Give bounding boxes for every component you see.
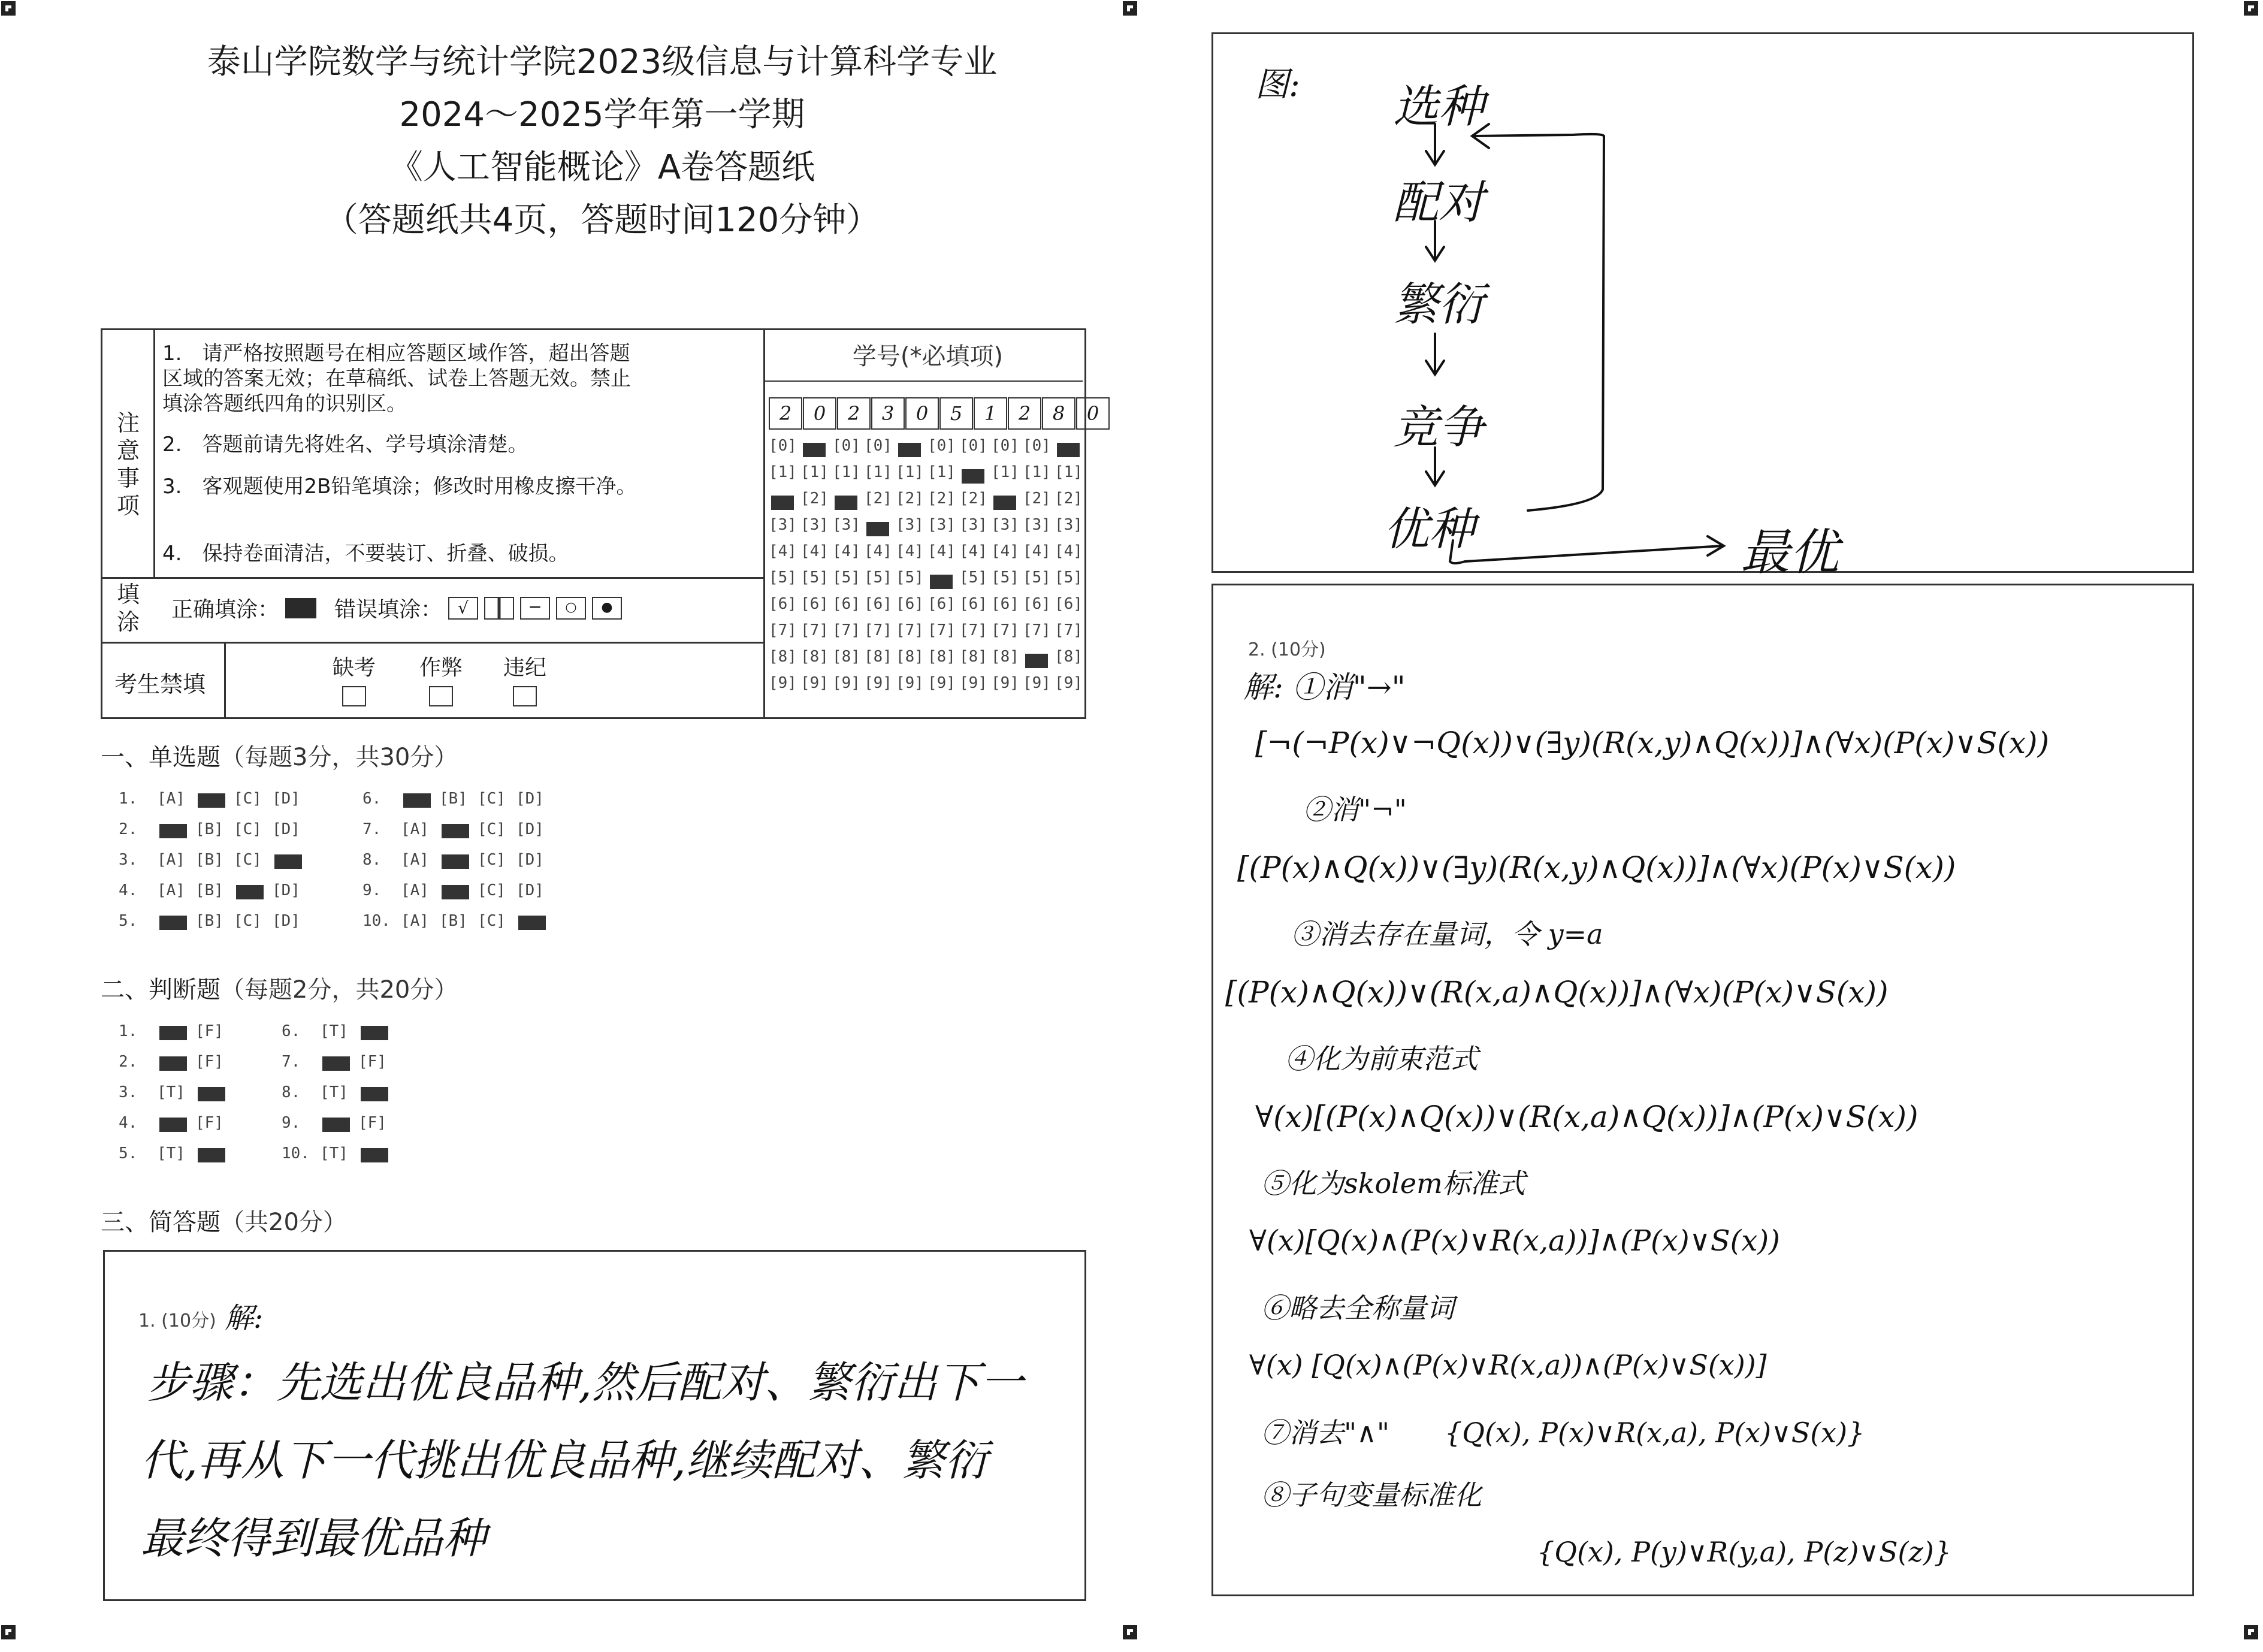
bubble[interactable]: [9] bbox=[864, 674, 892, 692]
bubble[interactable]: [4] bbox=[991, 542, 1019, 560]
question-number: 7. bbox=[362, 820, 382, 838]
section2-title: 二、判断题（每题2分，共20分） bbox=[101, 976, 458, 1004]
dash-icon: − bbox=[520, 597, 550, 620]
option-bubble[interactable]: [A] bbox=[157, 790, 185, 808]
q2-answer-line: 解: ①消"→" bbox=[1243, 670, 1406, 705]
option-bubble[interactable]: [T] bbox=[320, 1144, 348, 1162]
q2-answer-line: ⑤化为skolem标准式 bbox=[1261, 1167, 1525, 1200]
option-bubble[interactable]: [A] bbox=[401, 912, 429, 930]
option-bubble-filled[interactable] bbox=[320, 1053, 358, 1071]
bubble[interactable]: [8] bbox=[769, 648, 797, 666]
option-bubble[interactable]: [C] bbox=[234, 912, 262, 930]
option-bubble[interactable]: [B] bbox=[195, 820, 223, 838]
bubble[interactable]: [3] bbox=[769, 516, 797, 534]
question-number: 4. bbox=[119, 881, 138, 899]
diagram-label: 图: bbox=[1255, 65, 1300, 104]
bubble[interactable]: [3] bbox=[800, 516, 829, 534]
bubble-row bbox=[769, 490, 1086, 516]
bubble[interactable]: [2] bbox=[896, 490, 924, 508]
bubble[interactable]: [0] bbox=[927, 437, 956, 455]
answer-row bbox=[362, 881, 554, 899]
student-id-digit-box[interactable]: 0 bbox=[905, 397, 939, 430]
option-bubble[interactable]: [A] bbox=[157, 881, 185, 899]
option-bubble[interactable]: [D] bbox=[516, 851, 544, 869]
option-bubble-filled[interactable] bbox=[157, 912, 195, 930]
bubble[interactable]: [8] bbox=[1055, 648, 1083, 666]
bubble[interactable]: [7] bbox=[991, 621, 1019, 639]
section1-note: （每题3分，共30分） bbox=[220, 744, 458, 771]
bubble[interactable]: [2] bbox=[800, 490, 829, 508]
bubble-row bbox=[769, 463, 1086, 490]
absent-checkbox[interactable] bbox=[342, 686, 366, 706]
bubble[interactable]: [2] bbox=[927, 490, 956, 508]
option-bubble[interactable]: [C] bbox=[478, 790, 506, 808]
bubble[interactable]: [7] bbox=[1055, 621, 1083, 639]
answer-row bbox=[119, 1022, 234, 1040]
student-id-digits bbox=[769, 397, 1110, 430]
option-bubble[interactable]: [B] bbox=[195, 851, 223, 869]
answer-row bbox=[282, 1053, 397, 1071]
option-bubble-filled[interactable] bbox=[439, 851, 478, 869]
bubble[interactable]: [9] bbox=[800, 674, 829, 692]
student-id-digit-box[interactable]: 5 bbox=[939, 397, 973, 430]
bubble[interactable]: [8] bbox=[991, 648, 1019, 666]
bubble-row bbox=[769, 569, 1086, 595]
student-id-digit-box[interactable]: 2 bbox=[769, 397, 802, 430]
bubble[interactable]: [6] bbox=[1055, 595, 1083, 613]
option-bubble[interactable]: [D] bbox=[516, 820, 544, 838]
bubble[interactable]: [9] bbox=[896, 674, 924, 692]
option-bubble-filled[interactable] bbox=[358, 1022, 397, 1040]
bubble[interactable]: [8] bbox=[896, 648, 924, 666]
bubble[interactable]: [4] bbox=[864, 542, 892, 560]
forbidden-option-violation: 违纪 bbox=[492, 651, 558, 706]
question-number: 8. bbox=[362, 851, 382, 869]
option-bubble[interactable]: [T] bbox=[320, 1083, 348, 1101]
student-id-digit-box[interactable]: 1 bbox=[974, 397, 1007, 430]
answer-row bbox=[282, 1022, 397, 1040]
bubble[interactable]: [8] bbox=[959, 648, 987, 666]
flow-node-select: 选种 bbox=[1393, 80, 1484, 133]
bubble-row bbox=[769, 648, 1086, 674]
option-bubble-filled[interactable] bbox=[234, 881, 272, 899]
bubble[interactable]: [5] bbox=[1023, 569, 1051, 587]
q2-answer-line: ⑥略去全称量词 bbox=[1261, 1292, 1454, 1324]
student-id-digit-box[interactable]: 2 bbox=[1008, 397, 1041, 430]
section3-title: 三、简答题（共20分） bbox=[101, 1209, 347, 1236]
bubble-filled[interactable] bbox=[800, 437, 832, 463]
registration-mark bbox=[2244, 1625, 2258, 1639]
bubble[interactable]: [8] bbox=[864, 648, 892, 666]
bubble-filled[interactable] bbox=[769, 490, 800, 516]
option-bubble[interactable]: [C] bbox=[478, 881, 506, 899]
bubble[interactable]: [4] bbox=[1055, 542, 1083, 560]
option-bubble-filled[interactable] bbox=[157, 1114, 195, 1132]
option-bubble[interactable]: [C] bbox=[478, 912, 506, 930]
bubble-filled[interactable] bbox=[864, 516, 896, 542]
flow-arrows bbox=[1213, 34, 2196, 575]
question-number: 7. bbox=[282, 1053, 301, 1071]
bubble[interactable]: [6] bbox=[832, 595, 860, 613]
option-bubble-filled[interactable] bbox=[195, 1144, 234, 1162]
q2-answer-line: [(P(x)∧Q(x))∨(R(x,a)∧Q(x))]∧(∀x)(P(x)∨S(x)) bbox=[1225, 975, 1889, 1010]
bubble[interactable]: [8] bbox=[800, 648, 829, 666]
question-number: 10. bbox=[282, 1144, 310, 1162]
answer-row bbox=[119, 1053, 234, 1071]
bubble[interactable]: [7] bbox=[927, 621, 956, 639]
option-bubble-filled[interactable] bbox=[157, 820, 195, 838]
bubble[interactable]: [4] bbox=[800, 542, 829, 560]
answer-row bbox=[282, 1114, 397, 1132]
bubble[interactable]: [9] bbox=[991, 674, 1019, 692]
option-bubble[interactable]: [C] bbox=[234, 851, 262, 869]
bubble[interactable]: [4] bbox=[769, 542, 797, 560]
bubble[interactable]: [1] bbox=[832, 463, 860, 481]
question-number: 1. bbox=[119, 1022, 138, 1040]
option-bubble-filled[interactable] bbox=[195, 790, 234, 808]
circle-icon: ○ bbox=[556, 597, 586, 620]
option-bubble-filled[interactable] bbox=[195, 1083, 234, 1101]
q2-answer-line: ∀(x)[(P(x)∧Q(x))∨(R(x,a)∧Q(x))]∧(P(x)∨S(x)) bbox=[1255, 1100, 1918, 1134]
bubble-row bbox=[769, 595, 1086, 621]
bubble[interactable]: [7] bbox=[896, 621, 924, 639]
option-bubble[interactable]: [B] bbox=[195, 881, 223, 899]
option-bubble-filled[interactable] bbox=[439, 820, 478, 838]
fill-examples bbox=[171, 593, 622, 623]
q1-solution-start: 解: bbox=[225, 1301, 264, 1335]
option-bubble[interactable]: [B] bbox=[439, 790, 467, 808]
bubble[interactable]: [4] bbox=[832, 542, 860, 560]
option-bubble[interactable]: [D] bbox=[272, 820, 300, 838]
question-number: 2. bbox=[119, 820, 138, 838]
q2-answer-line: ∀(x)[Q(x)∧(P(x)∨R(x,a))]∧(P(x)∨S(x)) bbox=[1249, 1224, 1780, 1258]
registration-mark bbox=[1123, 1625, 1137, 1639]
bubble[interactable]: [9] bbox=[1023, 674, 1051, 692]
info-table bbox=[101, 328, 1099, 719]
bubble[interactable]: [1] bbox=[800, 463, 829, 481]
option-bubble[interactable]: [F] bbox=[358, 1053, 386, 1071]
bubble-filled[interactable] bbox=[991, 490, 1023, 516]
option-bubble[interactable]: [A] bbox=[157, 851, 185, 869]
partial-fill-icon bbox=[484, 597, 514, 620]
fill-wrong-label: 错误填涂： bbox=[334, 597, 443, 622]
bubble[interactable]: [9] bbox=[1055, 674, 1083, 692]
student-id-digit-box[interactable]: 0 bbox=[1076, 397, 1110, 430]
answer-row bbox=[282, 1144, 397, 1162]
bubble[interactable]: [7] bbox=[832, 621, 860, 639]
bubble[interactable]: [6] bbox=[769, 595, 797, 613]
bubble[interactable]: [6] bbox=[1023, 595, 1051, 613]
violation-checkbox[interactable] bbox=[513, 686, 537, 706]
bubble[interactable]: [7] bbox=[800, 621, 829, 639]
bubble[interactable]: [9] bbox=[959, 674, 987, 692]
question-number: 4. bbox=[119, 1114, 138, 1132]
question-number: 5. bbox=[119, 1144, 138, 1162]
notice-item-3: 3. 客观题使用2B铅笔填涂；修改时用橡皮擦干净。 bbox=[162, 475, 637, 499]
option-bubble-filled[interactable] bbox=[157, 1022, 195, 1040]
bubble[interactable]: [3] bbox=[832, 516, 860, 534]
question-number: 6. bbox=[282, 1022, 301, 1040]
cheat-checkbox[interactable] bbox=[429, 686, 453, 706]
bubble[interactable]: [3] bbox=[991, 516, 1019, 534]
dot-icon: ● bbox=[592, 597, 622, 620]
bubble-filled[interactable] bbox=[832, 490, 864, 516]
student-id-bubble-grid bbox=[769, 437, 1086, 700]
bubble[interactable]: [2] bbox=[864, 490, 892, 508]
option-bubble[interactable]: [D] bbox=[272, 881, 300, 899]
notice-item-2: 2. 答题前请先将姓名、学号填涂清楚。 bbox=[162, 433, 528, 457]
bubble[interactable]: [3] bbox=[959, 516, 987, 534]
bubble[interactable]: [5] bbox=[769, 569, 797, 587]
option-bubble[interactable]: [C] bbox=[478, 820, 506, 838]
flow-node-best-breed: 优种 bbox=[1383, 502, 1475, 555]
bubble[interactable]: [6] bbox=[959, 595, 987, 613]
q1-answer-line-2: 代,再从下一代挑出优良品种,继续配对、繁衍 bbox=[141, 1435, 988, 1485]
bubble[interactable]: [0] bbox=[991, 437, 1019, 455]
q1-answer-line-1: 步骤：先选出优良品种,然后配对、繁衍出下一 bbox=[147, 1357, 1023, 1408]
option-bubble-filled[interactable] bbox=[272, 851, 310, 869]
option-bubble[interactable]: [A] bbox=[401, 881, 429, 899]
q2-label: 2. (10分) bbox=[1248, 639, 1326, 660]
question-number: 1. bbox=[119, 790, 138, 808]
option-bubble[interactable]: [D] bbox=[272, 790, 300, 808]
bubble[interactable]: [1] bbox=[1055, 463, 1083, 481]
student-id-title: 学号(*必填项) bbox=[852, 343, 1004, 370]
q2-answer-line: ②消"¬" bbox=[1303, 793, 1407, 826]
bubble-filled[interactable] bbox=[1055, 437, 1086, 463]
answer-row bbox=[362, 851, 554, 869]
q2-answer-line: ④化为前束范式 bbox=[1285, 1043, 1478, 1075]
option-bubble[interactable]: [A] bbox=[401, 851, 429, 869]
question-number: 8. bbox=[282, 1083, 301, 1101]
question-number: 5. bbox=[119, 912, 138, 930]
q1-answer-line-3: 最终得到最优品种 bbox=[141, 1513, 487, 1563]
bubble[interactable]: [5] bbox=[991, 569, 1019, 587]
q2-answer-line: ⑦消去"∧" {Q(x), P(x)∨R(x,a), P(x)∨S(x)} bbox=[1261, 1417, 1865, 1449]
bubble-row bbox=[769, 542, 1086, 569]
check-mark-icon: √ bbox=[448, 597, 478, 620]
bubble[interactable]: [2] bbox=[959, 490, 987, 508]
answer-row bbox=[119, 1083, 234, 1101]
question-number: 6. bbox=[362, 790, 382, 808]
q2-answer-line: ③消去存在量词，令 y=a bbox=[1291, 918, 1603, 950]
notice-item-4: 4. 保持卷面清洁，不要装订、折叠、破损。 bbox=[162, 542, 569, 566]
student-id-digit-box[interactable]: 8 bbox=[1042, 397, 1075, 430]
q2-answer-line: ∀(x) [Q(x)∧(P(x)∨R(x,a))∧(P(x)∨S(x))] bbox=[1249, 1349, 1767, 1381]
bubble[interactable]: [1] bbox=[769, 463, 797, 481]
section2-note: （每题2分，共20分） bbox=[220, 976, 458, 1004]
bubble[interactable]: [3] bbox=[896, 516, 924, 534]
bubble[interactable]: [1] bbox=[864, 463, 892, 481]
bubble[interactable]: [8] bbox=[927, 648, 956, 666]
option-bubble-filled[interactable] bbox=[401, 790, 439, 808]
bubble[interactable]: [5] bbox=[1055, 569, 1083, 587]
header-line-school: 泰山学院数学与统计学院2023级信息与计算科学专业 bbox=[207, 43, 998, 81]
wrong-fill-samples bbox=[448, 597, 622, 620]
answer-row bbox=[362, 912, 554, 930]
flow-node-compete: 竞争 bbox=[1393, 400, 1484, 454]
bubble[interactable]: [5] bbox=[800, 569, 829, 587]
bubble[interactable]: [7] bbox=[769, 621, 797, 639]
option-bubble[interactable]: [T] bbox=[320, 1022, 348, 1040]
forbidden-options bbox=[318, 651, 558, 706]
answer-row bbox=[119, 881, 310, 899]
question-number: 3. bbox=[119, 851, 138, 869]
bubble[interactable]: [9] bbox=[769, 674, 797, 692]
answer-row bbox=[119, 851, 310, 869]
bubble[interactable]: [1] bbox=[927, 463, 956, 481]
bubble[interactable]: [6] bbox=[991, 595, 1019, 613]
q1-answer-box bbox=[103, 1250, 1086, 1601]
bubble[interactable]: [0] bbox=[1023, 437, 1051, 455]
bubble[interactable]: [3] bbox=[1055, 516, 1083, 534]
registration-mark bbox=[2244, 1, 2258, 16]
answer-row bbox=[119, 1144, 234, 1162]
flow-result: 最优 bbox=[1741, 524, 1839, 581]
fill-correct-label: 正确填涂： bbox=[171, 597, 280, 622]
q2-answer-line: ⑧子句变量标准化 bbox=[1261, 1479, 1482, 1511]
bubble[interactable]: [4] bbox=[927, 542, 956, 560]
bubble[interactable]: [2] bbox=[1055, 490, 1083, 508]
header-line-course: 《人工智能概论》A卷答题纸 bbox=[389, 148, 815, 187]
q2-answer-line: [¬(¬P(x)∨¬Q(x))∨(∃y)(R(x,y)∧Q(x))]∧(∀x)(P(x)∨S(x)) bbox=[1255, 726, 2050, 760]
forbidden-option-absent: 缺考 bbox=[318, 651, 390, 706]
option-bubble-filled[interactable] bbox=[157, 1053, 195, 1071]
correct-fill-sample bbox=[285, 598, 316, 618]
bubble-filled[interactable] bbox=[1023, 648, 1055, 674]
bubble[interactable]: [6] bbox=[864, 595, 892, 613]
answer-row bbox=[119, 820, 310, 838]
bubble[interactable]: [0] bbox=[864, 437, 892, 455]
forbidden-option-cheat: 作弊 bbox=[414, 651, 468, 706]
bubble[interactable]: [7] bbox=[1023, 621, 1051, 639]
answer-row bbox=[362, 790, 554, 808]
bubble-filled[interactable] bbox=[959, 463, 991, 490]
q2-answer-box bbox=[1211, 584, 2194, 1596]
student-id-digit-box[interactable]: 0 bbox=[803, 397, 836, 430]
option-bubble-filled[interactable] bbox=[358, 1144, 397, 1162]
bubble[interactable]: [0] bbox=[832, 437, 860, 455]
bubble[interactable]: [4] bbox=[959, 542, 987, 560]
option-bubble-filled[interactable] bbox=[439, 881, 478, 899]
notice-item-1: 1. 请严格按照题号在相应答题区域作答，超出答题区域的答案无效；在草稿纸、试卷上答题无效。禁止填涂答题纸四角的识别区。 bbox=[162, 342, 631, 416]
option-bubble[interactable]: [B] bbox=[195, 912, 223, 930]
answer-row bbox=[282, 1083, 397, 1101]
option-bubble[interactable]: [C] bbox=[234, 820, 262, 838]
option-bubble[interactable]: [T] bbox=[157, 1083, 185, 1101]
option-bubble[interactable]: [B] bbox=[439, 912, 467, 930]
option-bubble[interactable]: [A] bbox=[401, 820, 429, 838]
bubble-row bbox=[769, 516, 1086, 542]
bubble[interactable]: [5] bbox=[832, 569, 860, 587]
sheet-header bbox=[102, 36, 1102, 247]
option-bubble[interactable]: [F] bbox=[195, 1022, 223, 1040]
registration-mark bbox=[1123, 1, 1137, 16]
bubble[interactable]: [2] bbox=[1023, 490, 1051, 508]
q2-answer-line: {Q(x), P(y)∨R(y,a), P(z)∨S(z)} bbox=[1537, 1536, 1951, 1568]
fill-label: 填涂 bbox=[116, 581, 140, 635]
option-bubble-filled[interactable] bbox=[358, 1083, 397, 1101]
bubble[interactable]: [0] bbox=[959, 437, 987, 455]
diagram-box bbox=[1211, 32, 2194, 581]
flow-node-reproduce: 繁衍 bbox=[1393, 277, 1484, 331]
question-number: 2. bbox=[119, 1053, 138, 1071]
bubble[interactable]: [1] bbox=[1023, 463, 1051, 481]
option-bubble[interactable]: [F] bbox=[195, 1053, 223, 1071]
forbidden-label: 考生禁填 bbox=[114, 671, 206, 697]
answer-row bbox=[362, 820, 554, 838]
header-line-note: （答题纸共4页，答题时间120分钟） bbox=[324, 201, 880, 240]
answer-row bbox=[119, 912, 310, 930]
bubble[interactable]: [1] bbox=[896, 463, 924, 481]
answer-row bbox=[119, 1114, 234, 1132]
header-line-term: 2024～2025学年第一学期 bbox=[399, 95, 805, 134]
bubble[interactable]: [5] bbox=[864, 569, 892, 587]
registration-mark bbox=[1, 1, 16, 16]
option-bubble[interactable]: [F] bbox=[358, 1114, 386, 1132]
question-number: 9. bbox=[362, 881, 382, 899]
bubble[interactable]: [6] bbox=[927, 595, 956, 613]
bubble[interactable]: [5] bbox=[959, 569, 987, 587]
option-bubble[interactable]: [D] bbox=[516, 881, 544, 899]
option-bubble[interactable]: [F] bbox=[195, 1114, 223, 1132]
bubble-filled[interactable] bbox=[927, 569, 959, 595]
option-bubble[interactable]: [T] bbox=[157, 1144, 185, 1162]
bubble-row bbox=[769, 674, 1086, 700]
bubble[interactable]: [7] bbox=[959, 621, 987, 639]
q2-answer-line: [(P(x)∧Q(x))∨(∃y)(R(x,y)∧Q(x))]∧(∀x)(P(x)∨S(x)) bbox=[1237, 850, 1956, 885]
option-bubble[interactable]: [D] bbox=[516, 790, 544, 808]
registration-mark bbox=[1, 1625, 16, 1639]
bubble[interactable]: [7] bbox=[864, 621, 892, 639]
option-bubble-filled[interactable] bbox=[516, 912, 554, 930]
bubble[interactable]: [9] bbox=[927, 674, 956, 692]
student-id-digit-box[interactable]: 3 bbox=[871, 397, 905, 430]
bubble[interactable]: [5] bbox=[896, 569, 924, 587]
student-id-digit-box[interactable]: 2 bbox=[837, 397, 871, 430]
section1-title: 一、单选题（每题3分，共30分） bbox=[101, 744, 458, 771]
bubble-row bbox=[769, 621, 1086, 648]
bubble[interactable]: [3] bbox=[1023, 516, 1051, 534]
question-number: 9. bbox=[282, 1114, 301, 1132]
option-bubble[interactable]: [D] bbox=[272, 912, 300, 930]
q1-label: 1. (10分) bbox=[138, 1310, 216, 1331]
bubble[interactable]: [9] bbox=[832, 674, 860, 692]
bubble-filled[interactable] bbox=[896, 437, 927, 463]
question-number: 10. bbox=[362, 912, 391, 930]
bubble[interactable]: [6] bbox=[896, 595, 924, 613]
bubble[interactable]: [4] bbox=[896, 542, 924, 560]
bubble-row bbox=[769, 437, 1086, 463]
bubble[interactable]: [3] bbox=[927, 516, 956, 534]
bubble[interactable]: [6] bbox=[800, 595, 829, 613]
option-bubble-filled[interactable] bbox=[320, 1114, 358, 1132]
bubble[interactable]: [0] bbox=[769, 437, 797, 455]
option-bubble[interactable]: [C] bbox=[478, 851, 506, 869]
option-bubble[interactable]: [C] bbox=[234, 790, 262, 808]
section3-note: （共20分） bbox=[220, 1209, 347, 1236]
notice-label: 注意事项 bbox=[116, 410, 140, 519]
question-number: 3. bbox=[119, 1083, 138, 1101]
bubble[interactable]: [4] bbox=[1023, 542, 1051, 560]
bubble[interactable]: [8] bbox=[832, 648, 860, 666]
bubble[interactable]: [1] bbox=[991, 463, 1019, 481]
answer-row bbox=[119, 790, 310, 808]
flow-node-pair: 配对 bbox=[1393, 176, 1484, 229]
